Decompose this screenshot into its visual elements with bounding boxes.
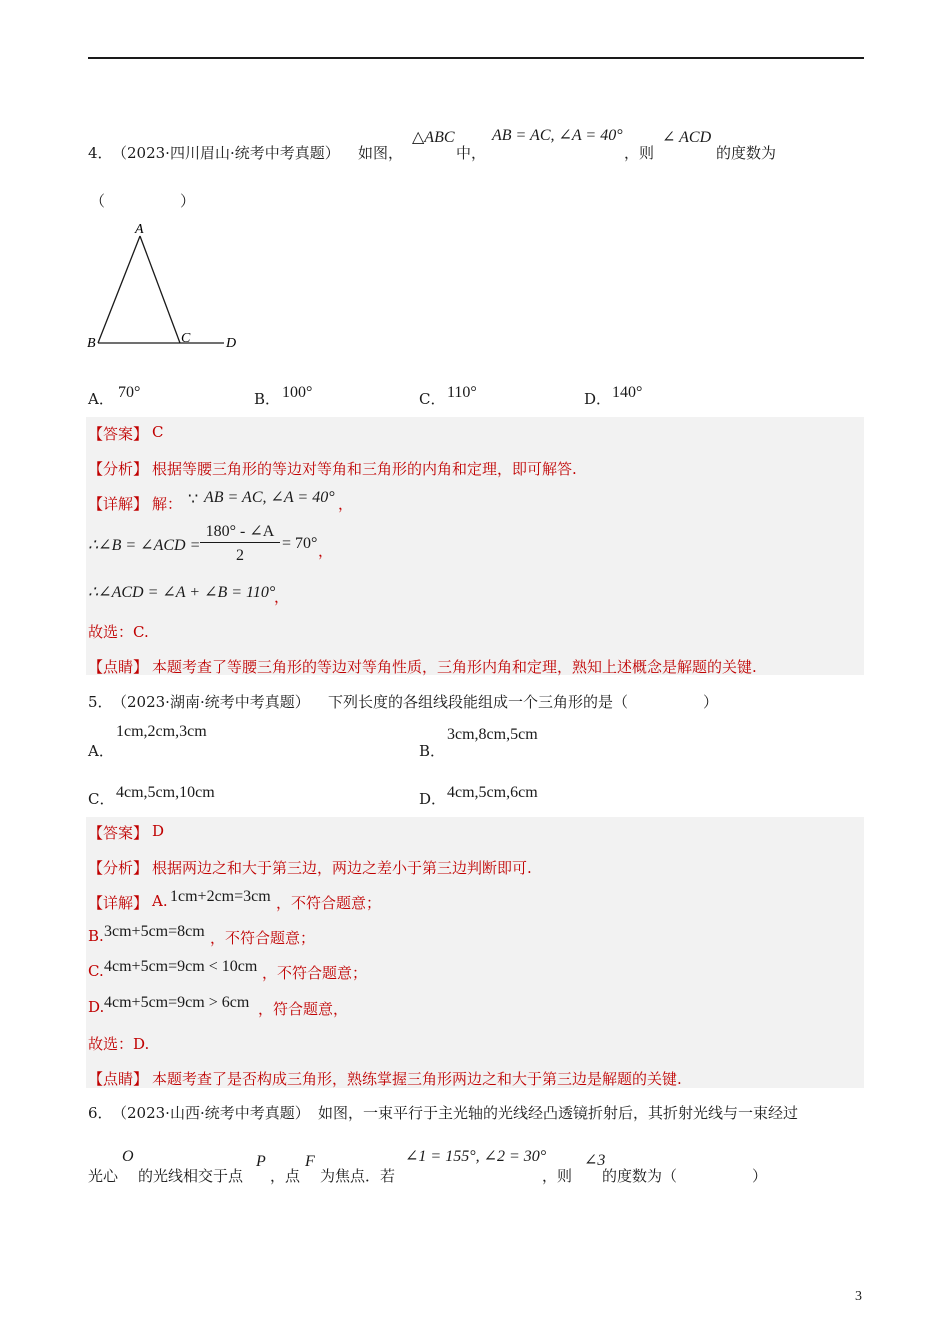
q5-source: （2023·湖南·统考中考真题） [112, 693, 310, 711]
q5-number: 5． [88, 693, 113, 711]
q4-detail-label: 【详解】 [88, 495, 149, 513]
q5-option-a-value: 1cm,2cm,3cm [116, 723, 207, 740]
q5-line-b-math: 3cm+5cm=8cm [104, 923, 205, 940]
q4-solution-box [86, 417, 864, 675]
q5-line-d-math: 4cm+5cm=9cm > 6cm [104, 994, 250, 1011]
q4-option-c-value: 110° [447, 384, 477, 401]
q5-comment-label: 【点睛】 [88, 1070, 149, 1088]
q6-text-6: 的度数为（ ） [602, 1167, 768, 1185]
q5-option-d-value: 4cm,5cm,6cm [447, 784, 538, 801]
q4-text-3: ，则 [624, 144, 655, 162]
q5-option-d-letter: D． [419, 790, 447, 808]
q5-line-c-suffix: ，不符合题意； [262, 964, 368, 982]
label-d: D [226, 336, 237, 351]
q4-detail-math: AB = AC, ∠A = 40° [204, 489, 335, 506]
q5-line-c-prefix: C. [88, 962, 104, 980]
q5-line-b-suffix: ，不符合题意； [210, 929, 316, 947]
q5-option-c-letter: C． [88, 790, 115, 808]
q4-triangle-figure [84, 220, 254, 356]
q5-line-d-suffix: ，符合题意， [258, 1000, 349, 1018]
q4-step1-denominator: 2 [236, 547, 244, 564]
q4-condition: AB = AC, ∠A = 40° [492, 127, 623, 144]
q4-choose: 故选：C. [88, 623, 149, 641]
q6-angles: ∠1 = 155°, ∠2 = 30° [405, 1148, 547, 1165]
q6-number: 6． [88, 1104, 113, 1122]
q4-step1-left: ∴∠B = ∠ACD = [88, 537, 201, 554]
q4-answer-label: 【答案】 [88, 425, 149, 443]
q6-line1: 如图，一束平行于主光轴的光线经凸透镜折射后，其折射光线与一束经过 [318, 1104, 799, 1122]
q4-text-4: 的度数为 [716, 144, 777, 162]
q4-comment: 本题考查了等腰三角形的等边对等角性质，三角形内角和定理，熟知上述概念是解题的关键. [152, 658, 757, 676]
q4-option-c-letter: C． [419, 390, 446, 408]
q5-analysis-label: 【分析】 [88, 859, 149, 877]
q4-option-d-value: 140° [612, 384, 643, 401]
label-c: C [181, 331, 191, 346]
side-ab [98, 236, 140, 343]
q4-triangle-abc: △ABC [412, 129, 455, 146]
q5-answer-label: 【答案】 [88, 824, 149, 842]
q6-point-o: O [122, 1148, 134, 1165]
q4-number: 4． [88, 144, 113, 162]
q5-line-d-prefix: D. [88, 998, 105, 1016]
label-b: B [87, 336, 96, 351]
q6-text-5: ，则 [542, 1167, 573, 1185]
q6-angle-3: ∠3 [584, 1152, 606, 1169]
side-ac [140, 236, 180, 343]
q5-option-b-value: 3cm,8cm,5cm [447, 726, 538, 743]
page-number: 3 [855, 1289, 862, 1304]
q5-option-b-letter: B． [419, 742, 446, 760]
label-a: A [135, 222, 144, 237]
q4-option-a-letter: A． [88, 390, 114, 408]
q4-step1-numerator: 180° - ∠A [200, 521, 280, 543]
q4-text-1: 如图， [358, 144, 404, 162]
q4-step2: ∴∠ACD = ∠A + ∠B = 110° [88, 584, 276, 601]
q5-option-c-value: 4cm,5cm,10cm [116, 784, 215, 801]
q6-text-1: 光心 [88, 1167, 119, 1185]
q5-choose: 故选：D. [88, 1035, 150, 1053]
q4-angle-acd: ∠ ACD [662, 129, 712, 146]
q6-point-p: P [256, 1153, 266, 1170]
q4-source: （2023·四川眉山·统考中考真题） [112, 144, 340, 162]
q6-text-2: 的光线相交于点 [138, 1167, 244, 1185]
q6-text-3: ，点 [270, 1167, 301, 1185]
q4-detail-prefix: 解： [152, 495, 183, 513]
q5-option-a-letter: A． [88, 742, 114, 760]
q4-step1-right: = 70° [282, 535, 318, 552]
q5-line-c-math: 4cm+5cm=9cm < 10cm [104, 958, 258, 975]
q5-line-a-math: 1cm+2cm=3cm [170, 888, 271, 905]
q4-because: ∵ [188, 491, 199, 508]
q5-analysis: 根据两边之和大于第三边，两边之差小于第三边判断即可. [152, 859, 532, 877]
q4-answer: C [152, 423, 164, 441]
q4-text-2: 中， [456, 144, 487, 162]
q5-answer: D [152, 822, 165, 840]
q5-line-b-prefix: B. [88, 927, 104, 945]
q6-point-f: F [305, 1153, 315, 1170]
q5-line-a-suffix: ，不符合题意； [276, 894, 382, 912]
q5-detail-label: 【详解】 [88, 894, 149, 912]
q4-analysis-label: 【分析】 [88, 460, 149, 478]
q4-blank-parens: （ ） [90, 192, 196, 210]
q4-option-b-letter: B． [254, 390, 281, 408]
q4-detail-comma: ， [338, 495, 354, 513]
q4-option-a-value: 70° [118, 384, 141, 401]
q6-source: （2023·山西·统考中考真题） [112, 1104, 310, 1122]
q6-text-4: 为焦点．若 [320, 1167, 396, 1185]
q4-step2-end: ， [274, 588, 290, 606]
q4-option-b-value: 100° [282, 384, 313, 401]
header-rule [88, 57, 864, 59]
q5-text: 下列长度的各组线段能组成一个三角形的是（ ） [328, 693, 719, 711]
q5-line-a-prefix: A. [152, 892, 168, 910]
q4-option-d-letter: D． [584, 390, 612, 408]
q5-comment: 本题考查了是否构成三角形，熟练掌握三角形两边之和大于第三边是解题的关键. [152, 1070, 682, 1088]
q4-analysis: 根据等腰三角形的等边对等角和三角形的内角和定理，即可解答. [152, 460, 577, 478]
q4-comment-label: 【点睛】 [88, 658, 149, 676]
q4-step1-end: ， [318, 542, 334, 560]
